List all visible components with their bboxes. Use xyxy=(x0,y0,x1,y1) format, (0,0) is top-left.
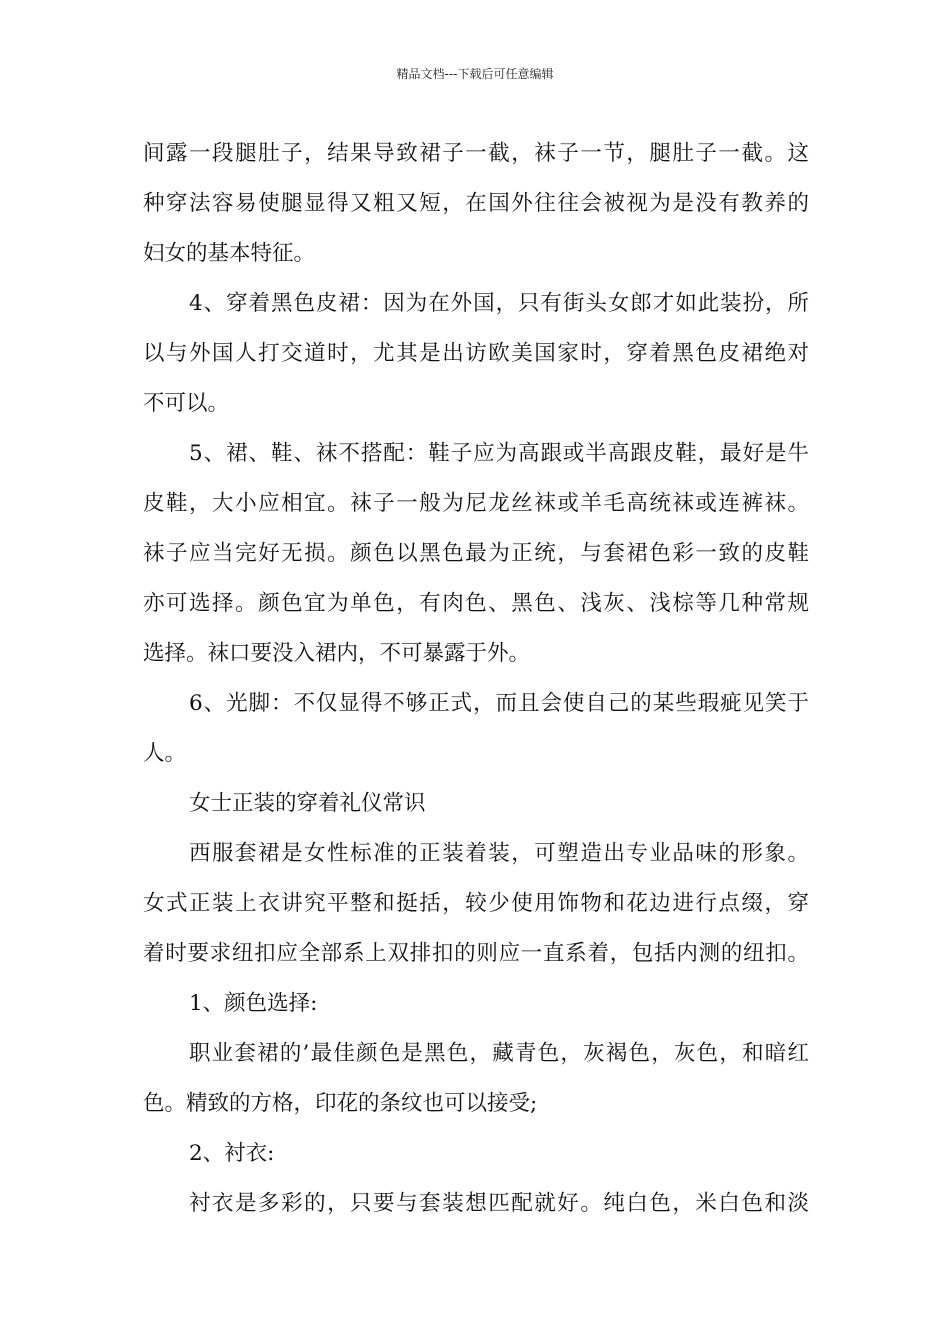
paragraph-line: 色。精致的方格，印花的条纹也可以接受; xyxy=(143,1091,538,1116)
paragraph-line: 着时要求纽扣应全部系上双排扣的则应一直系着，包括内测的纽扣。 xyxy=(143,941,809,966)
paragraph-line: 以与外国人打交道时，尤其是出访欧美国家时，穿着黑色皮裙绝对 xyxy=(143,341,809,366)
paragraph-line: 5、裙、鞋、袜不搭配：鞋子应为高跟或半高跟皮鞋，最好是牛 xyxy=(189,441,809,466)
paragraph-line: 袜子应当完好无损。颜色以黑色最为正统，与套裙色彩一致的皮鞋 xyxy=(143,541,809,566)
section-heading: 女士正装的穿着礼仪常识 xyxy=(189,791,426,816)
paragraph-line: 4、穿着黑色皮裙：因为在外国，只有街头女郎才如此装扮，所 xyxy=(189,291,809,316)
paragraph-line: 不可以。 xyxy=(143,391,230,416)
paragraph-line: 职业套裙的’最佳颜色是黑色，藏青色，灰褐色，灰色，和暗红 xyxy=(189,1041,809,1066)
paragraph-line: 间露一段腿肚子，结果导致裙子一截，袜子一节，腿肚子一截。这 xyxy=(143,141,809,166)
paragraph-line: 亦可选择。颜色宜为单色，有肉色、黑色、浅灰、浅棕等几种常规 xyxy=(143,591,809,616)
subheading: 2、衬衣: xyxy=(189,1141,275,1166)
paragraph-line: 衬衣是多彩的，只要与套装想匹配就好。纯白色，米白色和淡 xyxy=(189,1191,809,1216)
page-header: 精品文档---下载后可任意编辑 xyxy=(396,67,554,81)
paragraph-line: 6、光脚：不仅显得不够正式，而且会使自己的某些瑕疵见笑于 xyxy=(189,691,809,716)
paragraph-line: 西服套裙是女性标准的正装着装，可塑造出专业品味的形象。 xyxy=(189,841,809,866)
paragraph-line: 选择。袜口要没入裙内，不可暴露于外。 xyxy=(143,641,531,666)
paragraph-line: 女式正装上衣讲究平整和挺括，较少使用饰物和花边进行点缀，穿 xyxy=(143,891,809,916)
subheading: 1、颜色选择: xyxy=(189,991,318,1016)
paragraph-line: 皮鞋，大小应相宜。袜子一般为尼龙丝袜或羊毛高统袜或连裤袜。 xyxy=(143,491,809,516)
document-body xyxy=(143,133,809,1233)
paragraph-line: 种穿法容易使腿显得又粗又短，在国外往往会被视为是没有教养的 xyxy=(143,191,809,216)
paragraph-line: 妇女的基本特征。 xyxy=(143,241,316,266)
paragraph-line: 人。 xyxy=(143,741,187,766)
